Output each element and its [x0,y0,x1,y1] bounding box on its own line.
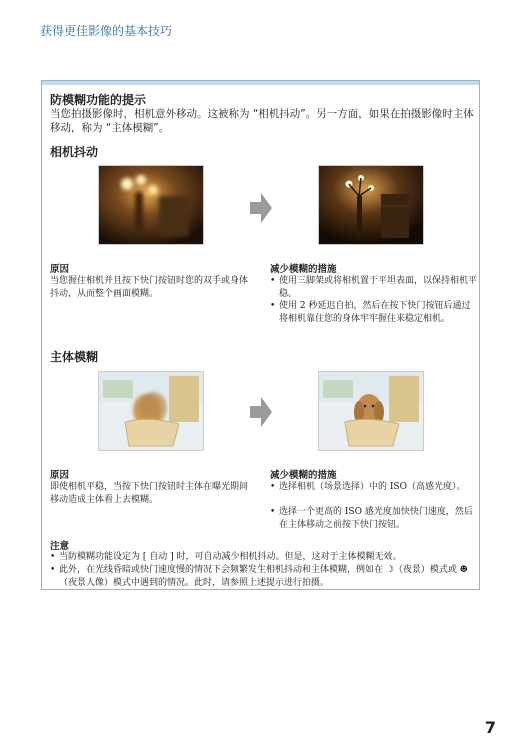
note-item: • 此外，在光线昏暗或快门速度慢的情况下会频繁发生相机抖动和主体模糊，例如在 ☽（夜景）模式或 ☻（夜景人像）模式中遇到的情况。此时，请参照上述提示进行拍摄。 [50,564,483,589]
page-header-title: 获得更佳影像的基本技巧 [40,24,173,38]
subject-blurred-photo [98,371,204,451]
box-intro: 当您拍摄影像时，相机意外移动。这被称为 “相机抖动”。另一方面，如果在拍摄影像时主体移动，称为 “主体模糊”。 [50,108,474,134]
shake-sharp-photo [318,165,424,245]
subject-cause-title: 原因 [50,470,70,481]
subject-arrow-icon [250,397,272,427]
subject-fix-item: • 选择相机（场景选择）中的 ISO（高感光度）。 [270,481,479,494]
subject-fix-title: 减少模糊的措施 [270,470,337,481]
notes-title: 注意 [50,541,70,552]
shake-heading: 相机抖动 [50,145,99,159]
page-number: 7 [484,718,496,737]
subject-cause-text: 即使相机平稳，当按下快门按钮时主体在曝光期间移动造成主体看上去模糊。 [50,482,249,505]
subject-fix-item: • 选择一个更高的 ISO 感光度加快快门速度，然后在主体移动之前按下快门按钮。 [270,506,479,531]
shake-fix-item: • 使用三脚架或将相机置于平坦表面，以保持相机平稳。 [270,275,479,300]
subject-heading: 主体模糊 [50,350,99,364]
subject-sharp-photo [318,371,424,451]
shake-cause-title: 原因 [50,264,70,275]
shake-blurred-photo [98,165,204,245]
shake-fix-title: 减少模糊的措施 [270,264,337,275]
shake-cause-text: 当您握住相机并且按下快门按钮时您的双手或身体抖动，从而整个画面模糊。 [50,276,249,299]
note-item: • 当防模糊功能设定为 [ 自动 ] 时，可自动减少相机抖动。但是，这对于主体模糊无效。 [50,551,483,564]
tips-box [41,80,480,590]
shake-fix-item: • 使用 2 秒延迟自拍，然后在按下快门按钮后通过将相机靠住您的身体牢牢握住来稳定相机。 [270,300,479,325]
box-title: 防模糊功能的提示 [50,93,147,107]
box-top-band [42,81,479,85]
shake-arrow-icon [250,193,272,223]
